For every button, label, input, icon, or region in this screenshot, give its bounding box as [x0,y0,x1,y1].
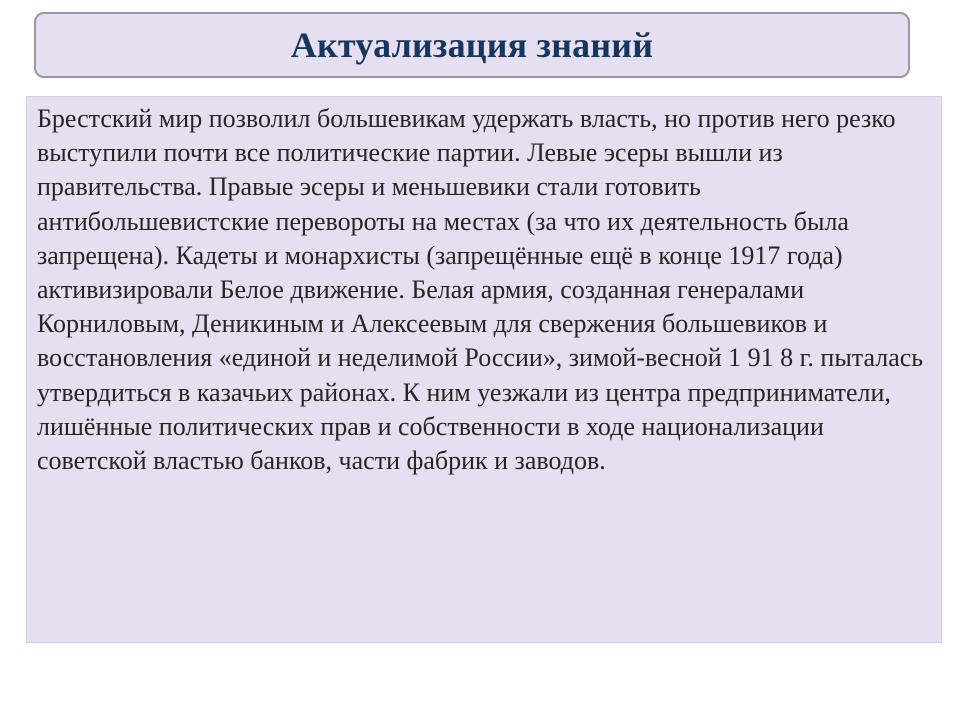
content-panel [26,96,942,643]
slide-title: Актуализация знаний [290,25,654,65]
body-paragraph: Брестский мир позволил большевикам удержать власть, но против него резко выступили почти все политические партии. Левые эсеры вышли из правительства. Правые эсеры и меньшевики стали готовить антибольшевистские перевороты на местах (за что их деятельность была запрещена). Кадеты и монархисты (запрещённые ещё в конце 1917 года) активизировали Белое движение. Белая армия, созданная генералами Корниловым, Деникиным и Алексеевым для свержения большевиков и восстановления «единой и неделимой России», зимой-весной 1 91 8 г. пыталась утвердиться в казачьих районах. К ним уезжали из центра предприниматели, лишённые политических прав и собственности в ходе национализации советской властью банков, части фабрик и заводов. [37,104,924,476]
title-banner [34,12,910,78]
